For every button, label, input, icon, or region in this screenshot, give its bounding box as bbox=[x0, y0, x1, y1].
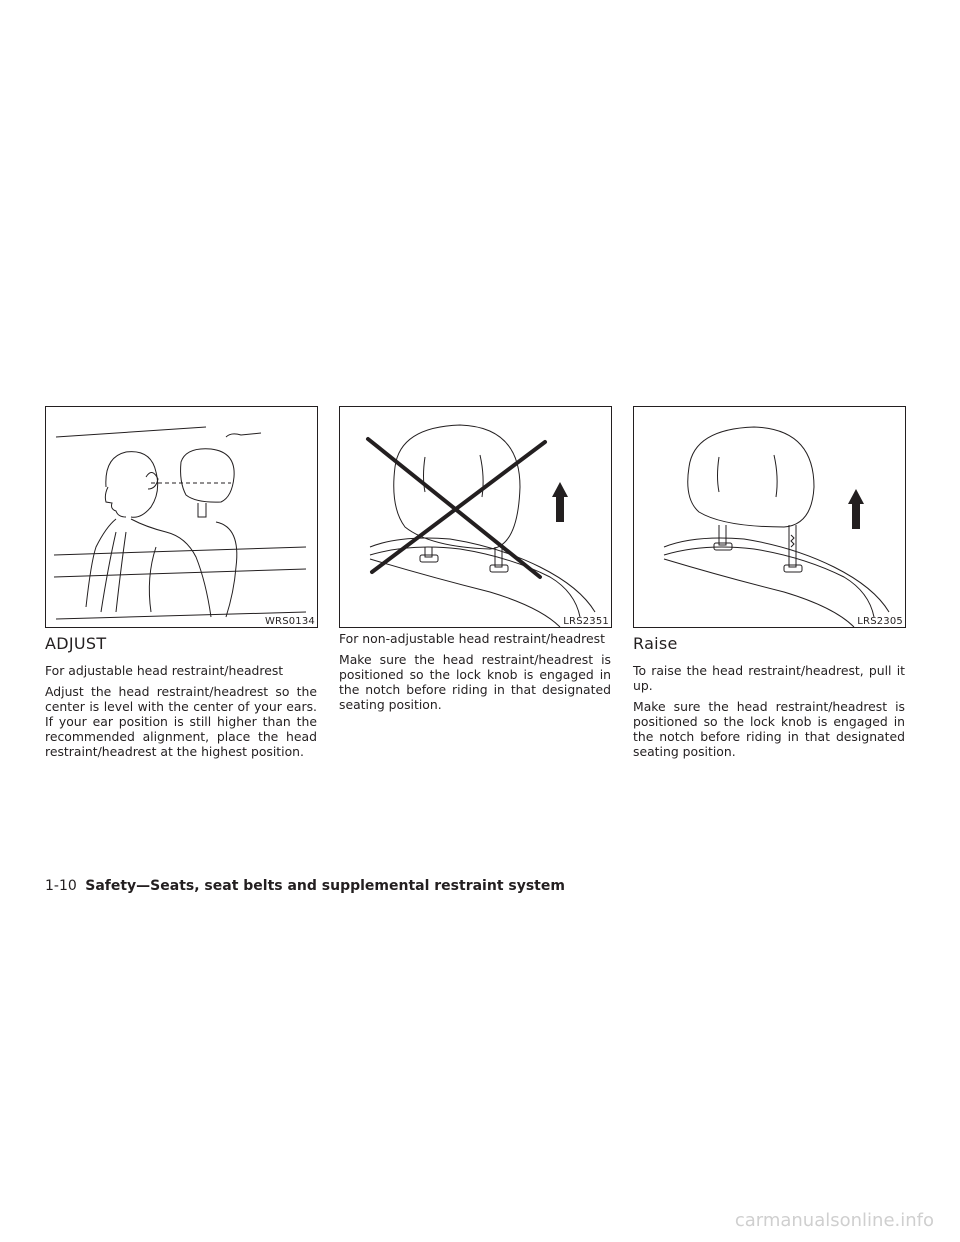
figure-code: LRS2305 bbox=[857, 616, 903, 627]
figure-code: WRS0134 bbox=[264, 616, 315, 627]
page-footer bbox=[45, 878, 565, 894]
body-text: Make sure the head restraint/headrest is positioned so the lock knob is engaged in the notch before riding in that designated seating position. bbox=[633, 699, 905, 759]
head-restraint-adjust-illustration bbox=[46, 407, 317, 627]
figure-adjust bbox=[45, 406, 318, 628]
up-arrow-icon bbox=[552, 482, 568, 522]
watermark: carmanualsonline.info bbox=[734, 1210, 934, 1231]
body-text: Adjust the head restraint/headrest so the center is level with the center of your ears. If your ear position is still higher than the recommended alignment, place the head restraint/headrest at the highest position. bbox=[45, 684, 317, 759]
subheading: For non-adjustable head restraint/headrest bbox=[339, 631, 605, 646]
page-number: 1-10 bbox=[45, 878, 77, 894]
figure-code: LRS2351 bbox=[563, 616, 609, 627]
up-arrow-icon bbox=[848, 489, 864, 529]
body-text: To raise the head restraint/headrest, pull it up. bbox=[633, 663, 905, 693]
column-non-adjustable bbox=[339, 631, 611, 718]
body-text: Make sure the head restraint/headrest is positioned so the lock knob is engaged in the notch before riding in that designated seating position. bbox=[339, 652, 611, 712]
head-restraint-raise-illustration bbox=[634, 407, 905, 627]
column-adjust bbox=[45, 634, 317, 765]
chapter-title: Safety—Seats, seat belts and supplemental restraint system bbox=[85, 878, 565, 894]
head-restraint-crossed-illustration bbox=[340, 407, 611, 627]
section-heading: Raise bbox=[633, 634, 678, 653]
column-raise bbox=[633, 634, 905, 765]
section-heading: ADJUST bbox=[45, 634, 107, 653]
figure-raise bbox=[633, 406, 906, 628]
figure-non-adjustable bbox=[339, 406, 612, 628]
subheading: For adjustable head restraint/headrest bbox=[45, 663, 284, 678]
